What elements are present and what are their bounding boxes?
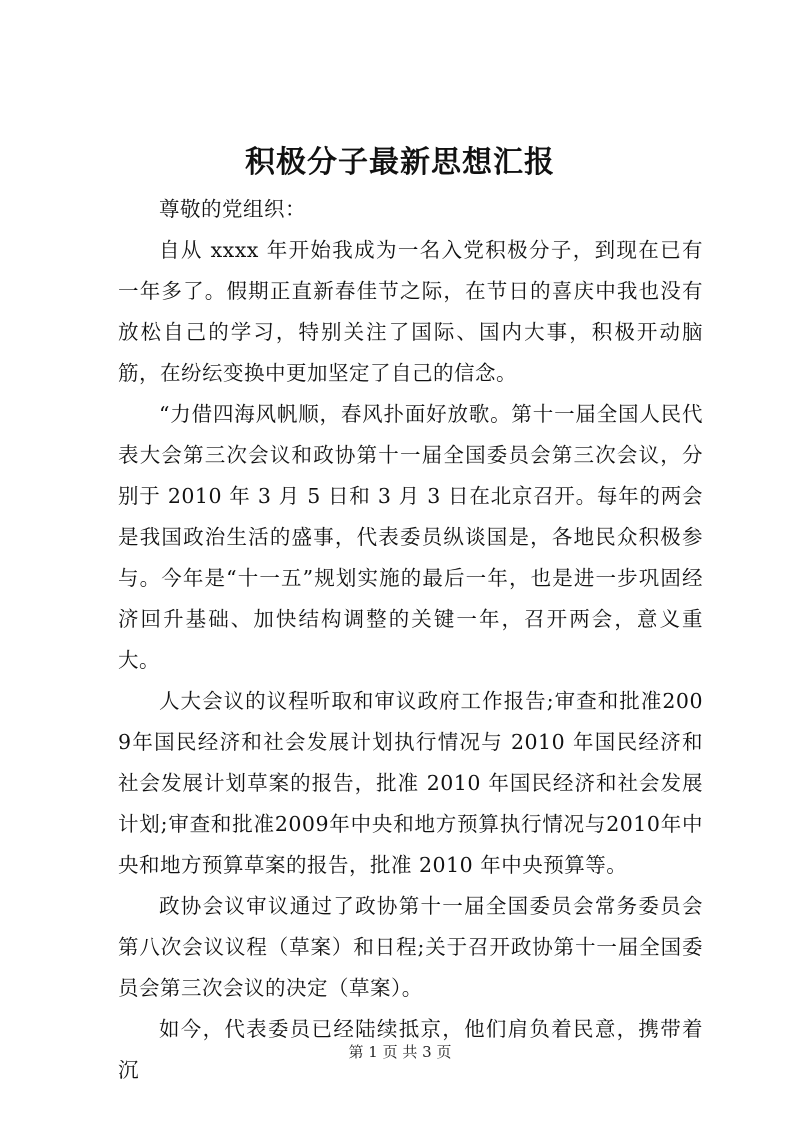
page-footer: 第 1 页 共 3 页	[348, 1043, 452, 1061]
body-paragraph: 政协会议审议通过了政协第十一届全国委员会常务委员会第八次会议议程（草案）和日程;关于召开政协第十一届全国委员会第三次会议的决定（草案）。	[118, 894, 703, 1000]
body-paragraph: 如今，代表委员已经陆续抵京，他们肩负着民意，携带着沉	[118, 1017, 703, 1082]
document-title: 积极分子最新思想汇报	[245, 145, 555, 180]
document-body	[118, 189, 703, 1091]
body-paragraph: 人大会议的议程听取和审议政府工作报告;审查和批准2009年国民经济和社会发展计划执行情况与 2010 年国民经济和社会发展计划草案的报告，批准 2010 年国民经济和社会发展计划;审查和批准2009年中央和地方预算执行情况与2010年中央和地方预算草案的报告，批准 2010 年中央预算等。	[118, 689, 703, 877]
body-paragraph: “力借四海风帆顺，春风扑面好放歌。第十一届全国人民代表大会第三次会议和政协第十一届全国委员会第三次会议，分别于 2010 年 3 月 5 日和 3 月 3 日在北京召开。每年的两会是我国政治生活的盛事，代表委员纵谈国是，各地民众积极参与。今年是“十一五”规划实施的最后一年，也是进一步巩固经济回升基础、加快结构调整的关键一年，召开两会，意义重大。	[118, 402, 703, 672]
salutation-paragraph: 尊敬的党组织：	[159, 197, 306, 221]
body-paragraph: 自从 xxxx 年开始我成为一名入党积极分子，到现在已有一年多了。假期正直新春佳节之际，在节日的喜庆中我也没有放松自己的学习，特别关注了国际、国内大事，积极开动脑筋，在纷纭变换中更加坚定了自己的信念。	[118, 238, 703, 385]
